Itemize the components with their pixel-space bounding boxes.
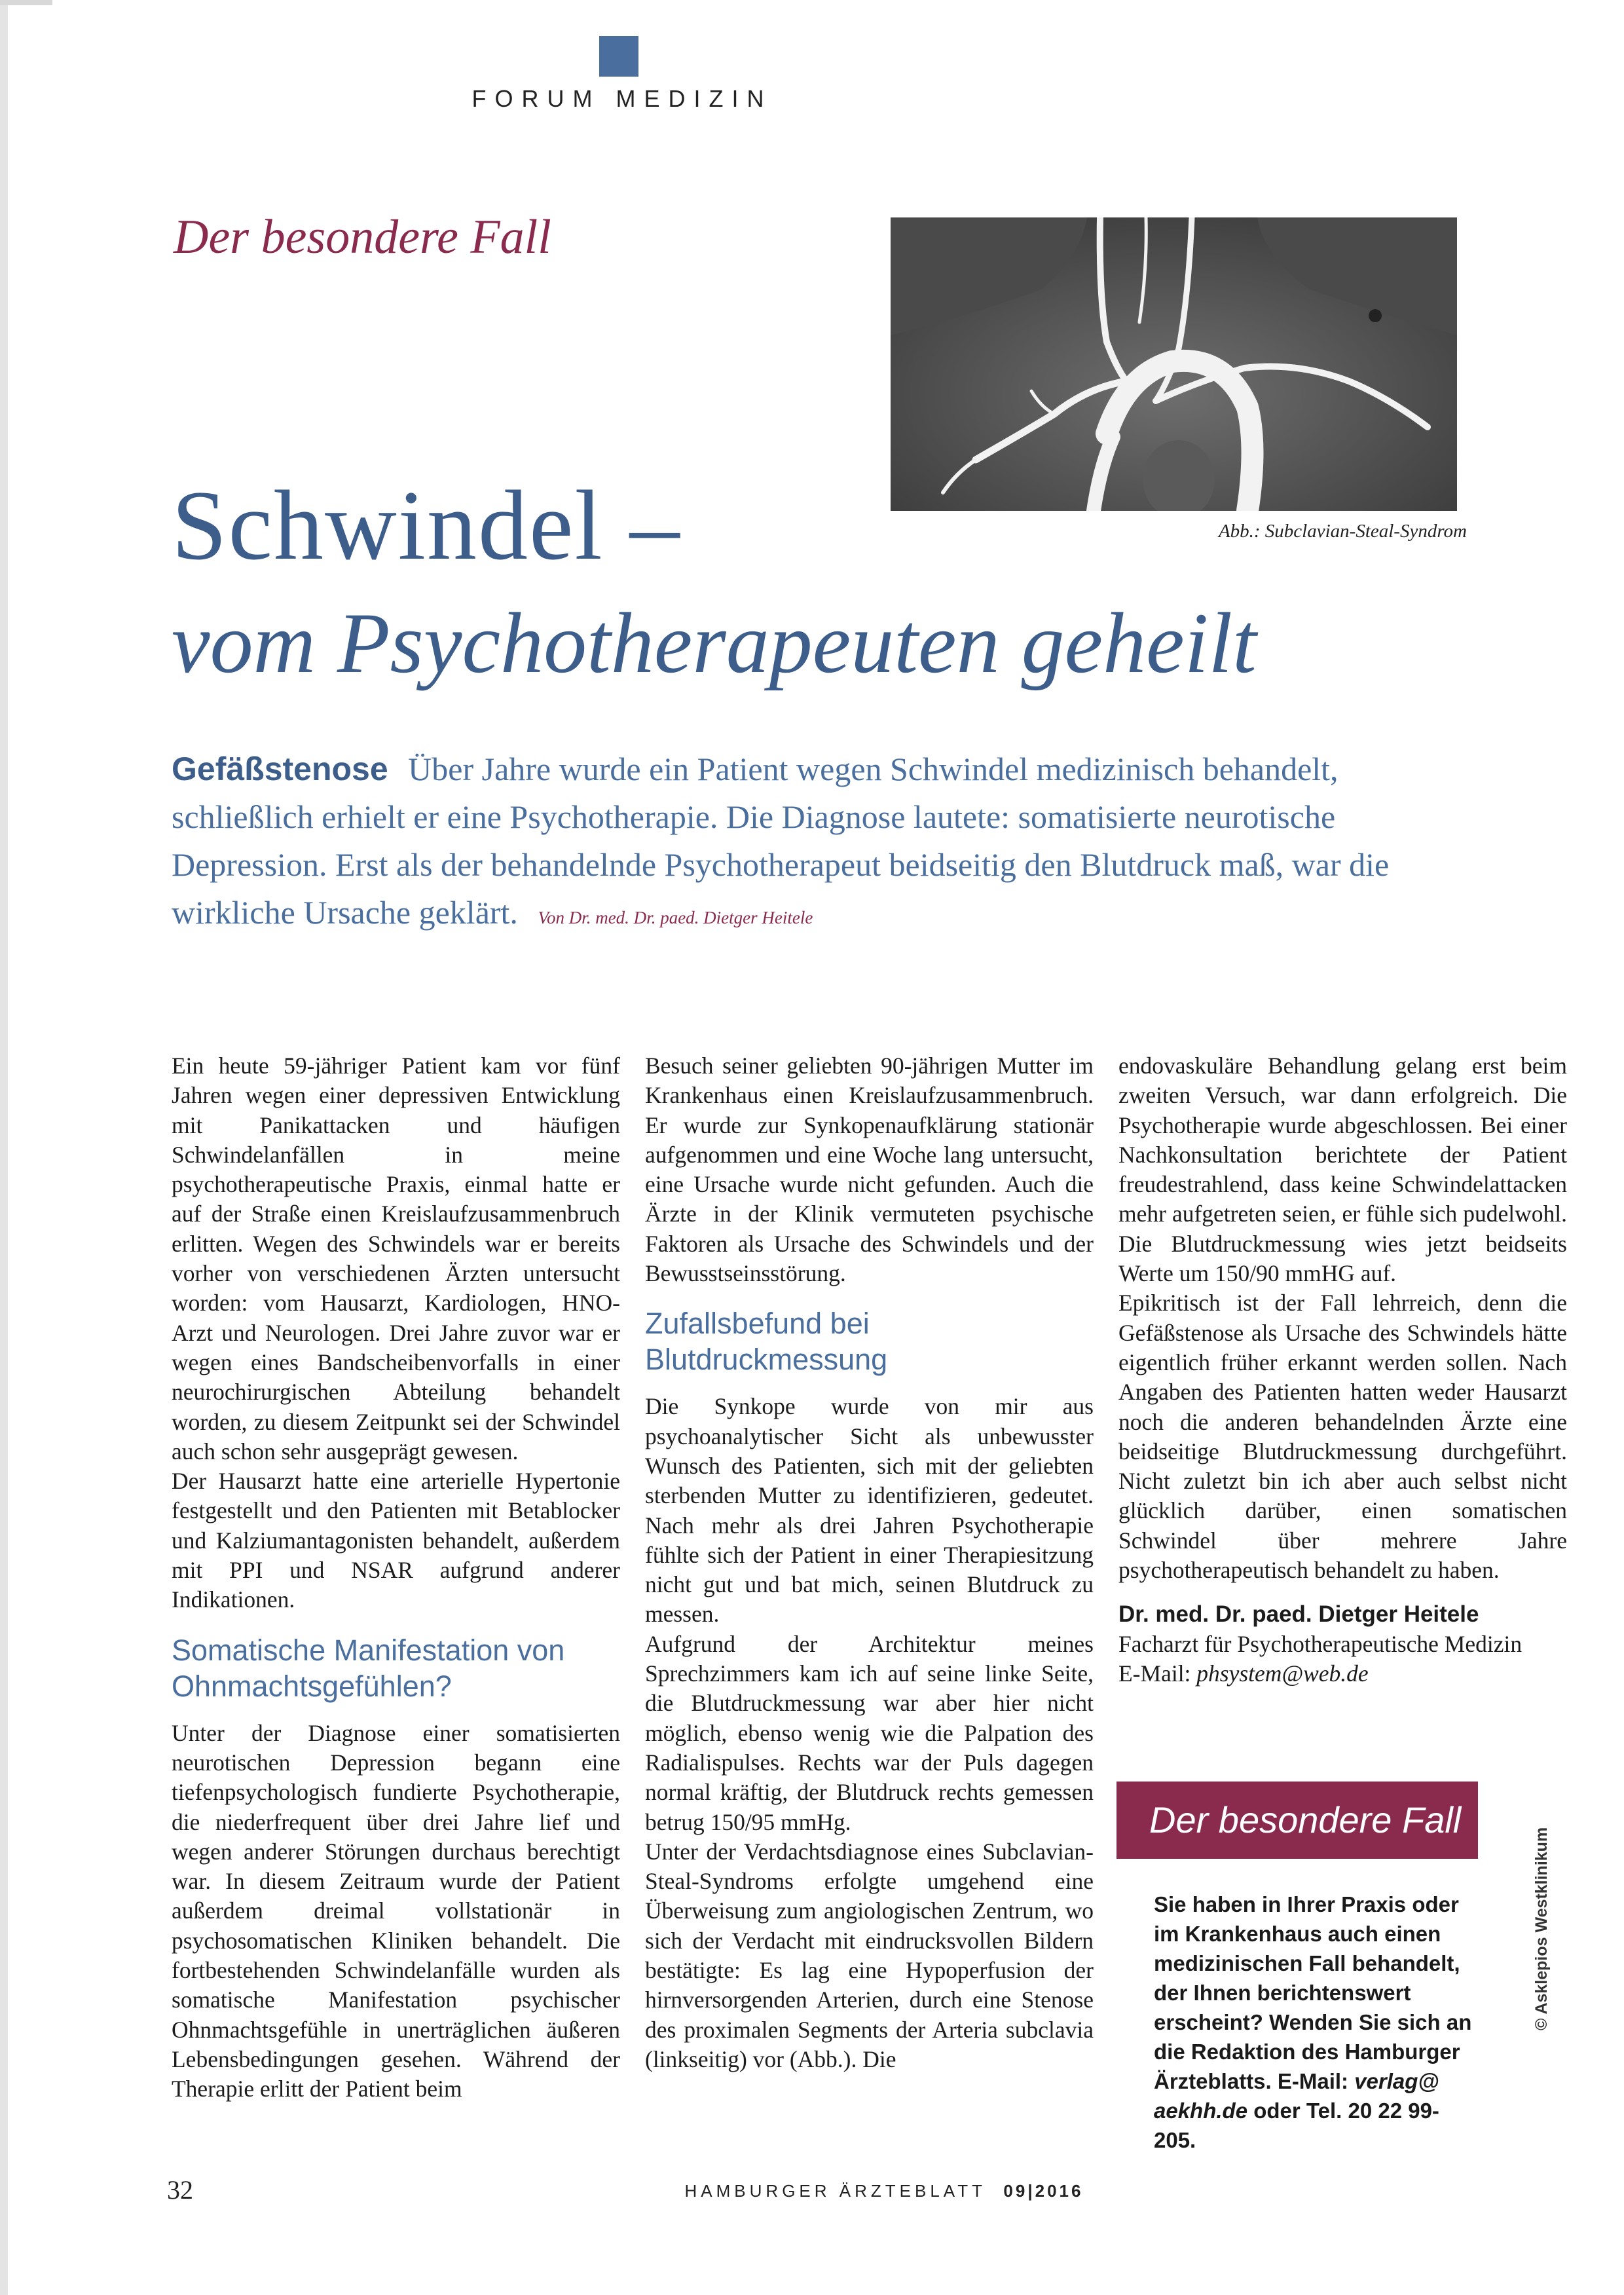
author-title: Facharzt für Psychotherapeutische Medizin [1118, 1630, 1522, 1657]
paragraph: Der Hausarzt hatte eine arterielle Hypertonie festgestellt und den Patienten mit Betablocker und Kalziumantagonisten behandelt, außerdem mit PPI und NSAR aufgrund anderer Indikationen. [172, 1468, 620, 1613]
section-heading: FORUM MEDIZIN [471, 85, 773, 112]
paragraph: Ein heute 59-jähriger Patient kam vor fünf Jahren wegen einer depressiven Entwicklung mit Panikattacken und häufigen Schwindelanfällen in meine psychotherapeutische Praxis, einmal hatte er auf der Straße einen Kreislaufzusammenbruch erlitten. Wegen des Schwindels war er bereits vorher von verschiedenen Ärzten untersucht worden: vom Hausarzt, Kardiologen, HNO-Arzt und Neurologen. Drei Jahre zuvor war er wegen eines Bandscheibenvorfalls in einer neurochirurgischen Abteilung behandelt worden, zu diesem Zeitpunkt sei der Schwindel auch schon sehr ausgeprägt gewesen. [172, 1053, 620, 1465]
page-edge [0, 0, 8, 2295]
paragraph: Unter der Diagnose einer somatisierten neurotischen Depression begann eine tiefenpsychologisch fundierte Psychotherapie, die niederfrequent über drei Jahre lief und wegen anderer Störungen durchaus berechtigt war. In diesem Zeitraum wurde der Patient außerdem dreimal vollstationär in psychosomatischen Kliniken behandelt. Die fortbestehenden Schwindelanfälle wurden als somatische Manifestation psychischer Ohnmachtsgefühle in unerträglichen äußeren Lebensbedingungen gesehen. Während der Therapie erlitt der Patient beim [172, 1719, 620, 2102]
paragraph: Unter der Verdachtsdiagnose eines Subclavian-Steal-Syndroms erfolgte umgehend eine Überweisung zum angiologischen Zentrum, wo sich der Verdacht mit eindrucksvollen Bildern bestätigte: Es lag eine Hypoperfusion der hirnversorgenden Arterien, durch eine Stenose des proximalen Segments der Arteria subclavia (linkseitig) vor (Abb.). Die [645, 1838, 1094, 2072]
kicker: Der besondere Fall [174, 210, 551, 264]
lead-text: Über Jahre wurde ein Patient wegen Schwindel medizinisch behandelt, schließlich erhielt er eine Psychotherapie. Die Diagnose lautete: somatisierte neurotische Depression. Erst als der behandelnde Psychotherapeut beidseitig den Blutdruck maß, war die wirkliche Ursache geklärt. [172, 751, 1390, 931]
paragraph: Epikritisch ist der Fall lehrreich, denn die Gefäßstenose als Ursache des Schwindels hätte eigentlich früher erkannt werden sollen. Nach Angaben des Patienten hatten weder Hausarzt noch die anderen behandelnden Ärzte eine beidseitige Blutdruckmessung durchgeführt. Nicht zuletzt bin ich aber auch selbst nicht glücklich darüber, einen somatischen Schwindel über mehrere Jahre psychotherapeutisch behandelt zu haben. [1118, 1290, 1567, 1584]
lead-keyword: Gefäßstenose [172, 751, 388, 787]
paragraph: endovaskuläre Behandlung gelang erst beim zweiten Versuch, war dann erfolgreich. Die Psychotherapie wurde abgeschlossen. Bei einer Nachkonsultation berichtete der Patient freudestrahlend, dass keine Schwindelattacken mehr aufgetreten seien, er fühle sich pudelwohl. Die Blutdruckmessung wies jetzt beidseits Werte um 150/90 mmHG auf. [1118, 1053, 1567, 1287]
paragraph: Besuch seiner geliebten 90-jährigen Mutter im Krankenhaus einen Kreislaufzusammenbruch. Er wurde zur Synkopenaufklärung stationär aufgenommen und eine Woche lang untersucht, eine Ursache wurde nicht gefunden. Auch die Ärzte in der Klinik vermuteten psychische Faktoren als Ursache des Schwindels und der Bewusstseinsstörung. [645, 1053, 1094, 1287]
info-box-title: Der besondere Fall [1116, 1782, 1478, 1859]
subheading: Zufallsbefund bei Blutdruckmessung [645, 1307, 888, 1377]
publication-name: HAMBURGER ÄRZTEBLATT [684, 2181, 986, 2201]
lead-paragraph [172, 745, 1475, 942]
issue-number: 09|2016 [1003, 2181, 1084, 2201]
section-marker [599, 36, 638, 77]
author-name: Dr. med. Dr. paed. Dietger Heitele [1118, 1601, 1479, 1628]
info-box-phone: oder Tel. 20 22 99-205. [1154, 2099, 1439, 2152]
email-label: E-Mail: [1118, 1660, 1197, 1687]
paragraph: Aufgrund der Architektur meines Sprechzimmers kam ich auf seine linke Seite, die Blutdruckmessung war aber hier nicht möglich, ebenso wenig wie die Palpation des Radialispulses. Rechts war der Puls dagegen normal kräftig, der Blutdruck rechts gemessen betrug 150/95 mmHg. [645, 1630, 1094, 1835]
info-box-body: Sie haben in Ihrer Praxis oder im Krankenhaus auch einen medizinischen Fall behandelt, der Ihnen berichtenswert erscheint? Wenden Sie sich an die Redaktion des Hamburger Ärzteblatts. E-Mail: [1154, 1892, 1472, 2093]
byline: Von Dr. med. Dr. paed. Dietger Heitele [538, 908, 813, 927]
angiography-illustration [891, 217, 1457, 511]
author-email: phsystem@web.de [1196, 1660, 1369, 1687]
paragraph: Die Synkope wurde von mir aus psychoanalytischer Sicht als unbewusster Wunsch des Patienten, sich mit der geliebten sterbenden Mutter zu identifizieren, gedeutet. Nach mehr als drei Jahren Psychotherapie fühlte sich der Patient in einer Therapiesitzung nicht gut und bat mich, seinen Blutdruck zu messen. [645, 1393, 1094, 1628]
article-column-2 [645, 1051, 1094, 2074]
footer-publication [655, 2181, 1113, 2201]
info-box-text [1154, 1890, 1481, 2155]
author-contact [1118, 1659, 1567, 1689]
figure-caption: Abb.: Subclavian-Steal-Syndrom [1218, 521, 1467, 542]
subheading: Somatische Manifestation von Ohnmachtsgefühlen? [172, 1633, 565, 1703]
headline-line-2: vom Psychotherapeuten geheilt [172, 595, 1257, 691]
article-column-3 [1118, 1051, 1567, 1689]
angiography-image [891, 217, 1457, 511]
headline-line-1: Schwindel – [172, 470, 681, 580]
page-number: 32 [167, 2175, 193, 2205]
article-column-1 [172, 1051, 620, 2104]
image-credit: © Asklepios Westklinikum [1532, 1827, 1551, 2030]
info-box-email: verlag@ aekhh.de [1154, 2069, 1439, 2123]
page-corner [0, 0, 52, 5]
